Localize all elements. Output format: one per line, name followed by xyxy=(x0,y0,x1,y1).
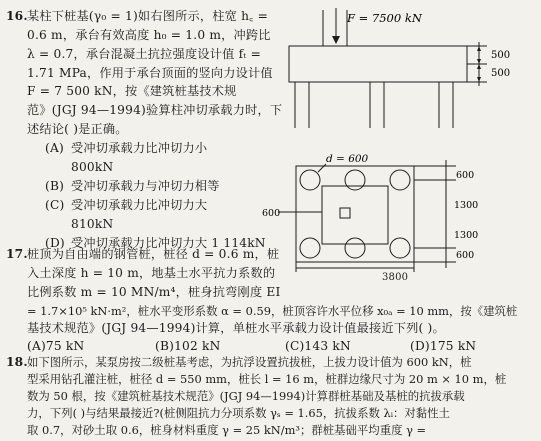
dimension-label-500-b: 500 xyxy=(491,68,511,79)
dimension-label-600-bottom: 600 xyxy=(456,250,475,261)
q17-option-a: (A)75 kN xyxy=(27,339,85,353)
dimension-label-600-top: 600 xyxy=(456,170,475,181)
question-17-line-1: 桩顶为自由端的钢管桩，桩径 d = 0.6 m，桩 xyxy=(27,247,280,261)
question-16-line-7: 述结论( )是正确。 xyxy=(27,122,128,136)
pile-cap-plan-figure xyxy=(260,150,500,272)
question-18-line-4: 力，下列( )与结果最接近?(桩侧阻抗力分项系数 γₛ = 1.65，抗拔系数 λᵢ：对黏性土 xyxy=(27,406,450,420)
question-16-line-4: 1.71 MPa，作用于承台顶面的竖向力设计值 xyxy=(27,66,273,80)
q17-option-d: (D)175 kN xyxy=(410,339,477,353)
question-18-line-2: 型采用钻孔灌注桩，桩径 d = 550 mm，桩长 l = 16 m，桩群边缘尺寸为 20 m × 10 m，桩 xyxy=(27,372,507,386)
question-17-line-3: 比例系数 m = 10 MN/m⁴，桩身抗弯刚度 EI xyxy=(27,285,281,299)
question-18-line-3: 数为 50 根，按《建筑桩基技术规范》(JGJ 94—1994)计算群桩基础及基桩的抗拔承载 xyxy=(27,389,465,403)
question-17-line-2: 入土深度 h = 10 m，地基土水平抗力系数的 xyxy=(27,266,276,280)
pile-diameter-label: d = 600 xyxy=(326,153,369,165)
question-16-line-6: 范》(JGJ 94—1994)验算柱冲切承载力时，下 xyxy=(27,103,283,117)
q17-option-b: (B)102 kN xyxy=(155,339,221,353)
question-18-number: 18. xyxy=(6,355,28,369)
q17-option-c: (C)143 kN xyxy=(285,339,351,353)
force-label: F = 7500 kN xyxy=(347,11,422,25)
option-b-text: 受冲切承载力与冲切力相等 xyxy=(71,179,220,193)
option-c-label: (C) xyxy=(45,198,65,212)
dimension-label-1300-b: 1300 xyxy=(454,230,479,241)
question-16-line-5: F = 7 500 kN，按《建筑桩基技术规 xyxy=(27,84,237,98)
option-d-text: 受冲切承载力比冲切力大 1 114kN xyxy=(71,236,266,250)
question-16-line-1: 某柱下桩基(γ₀ = 1)如右图所示，柱宽 h꜀ = xyxy=(27,9,269,23)
question-16-number: 16. xyxy=(6,9,28,23)
question-18-line-1: 如下图所示，某泵房按二级桩基考虑，为抗浮设置抗拔桩，上拔力设计值为 600 kN，桩 xyxy=(27,355,472,369)
option-a-label: (A) xyxy=(45,141,64,155)
option-a-text: 受冲切承载力比冲切力小 xyxy=(71,141,208,155)
question-16-line-2: 0.6 m，承台有效高度 h₀ = 1.0 m，冲跨比 xyxy=(27,28,271,42)
pile-cap-elevation-figure xyxy=(283,6,533,132)
question-16-line-3: λ = 0.7，承台混凝土抗拉强度设计值 fₜ = xyxy=(27,47,261,61)
force-arrow-icon xyxy=(332,36,340,44)
question-17-number: 17. xyxy=(6,247,28,261)
question-18-line-5: 取 0.7，对砂土取 0.6，桩身材料重度 γ = 25 kN/m³；群桩基础平均重度 γ = xyxy=(27,423,427,437)
option-c-text: 受冲切承载力比冲切力大 xyxy=(71,198,208,212)
question-17-line-5: 基技术规范》(JGJ 94—1994)计算，单桩水平承载力设计值最接近下列( )。 xyxy=(27,321,445,335)
option-a-text-2: 800kN xyxy=(71,160,114,174)
dimension-label-1300-a: 1300 xyxy=(454,200,479,211)
option-d-label: (D) xyxy=(45,236,65,250)
option-b-label: (B) xyxy=(45,179,65,193)
dimension-label-600-left: 600 xyxy=(262,208,281,219)
dimension-label-3800: 3800 xyxy=(382,272,409,283)
dimension-label-500-a: 500 xyxy=(491,50,511,61)
option-c-text-2: 810kN xyxy=(71,217,114,231)
question-17-line-4: = 1.7×10⁵ kN·m²，桩水平变形系数 α = 0.59，桩顶容许水平位移 x₀ₐ = 10 mm，按《建筑桩 xyxy=(27,304,518,318)
